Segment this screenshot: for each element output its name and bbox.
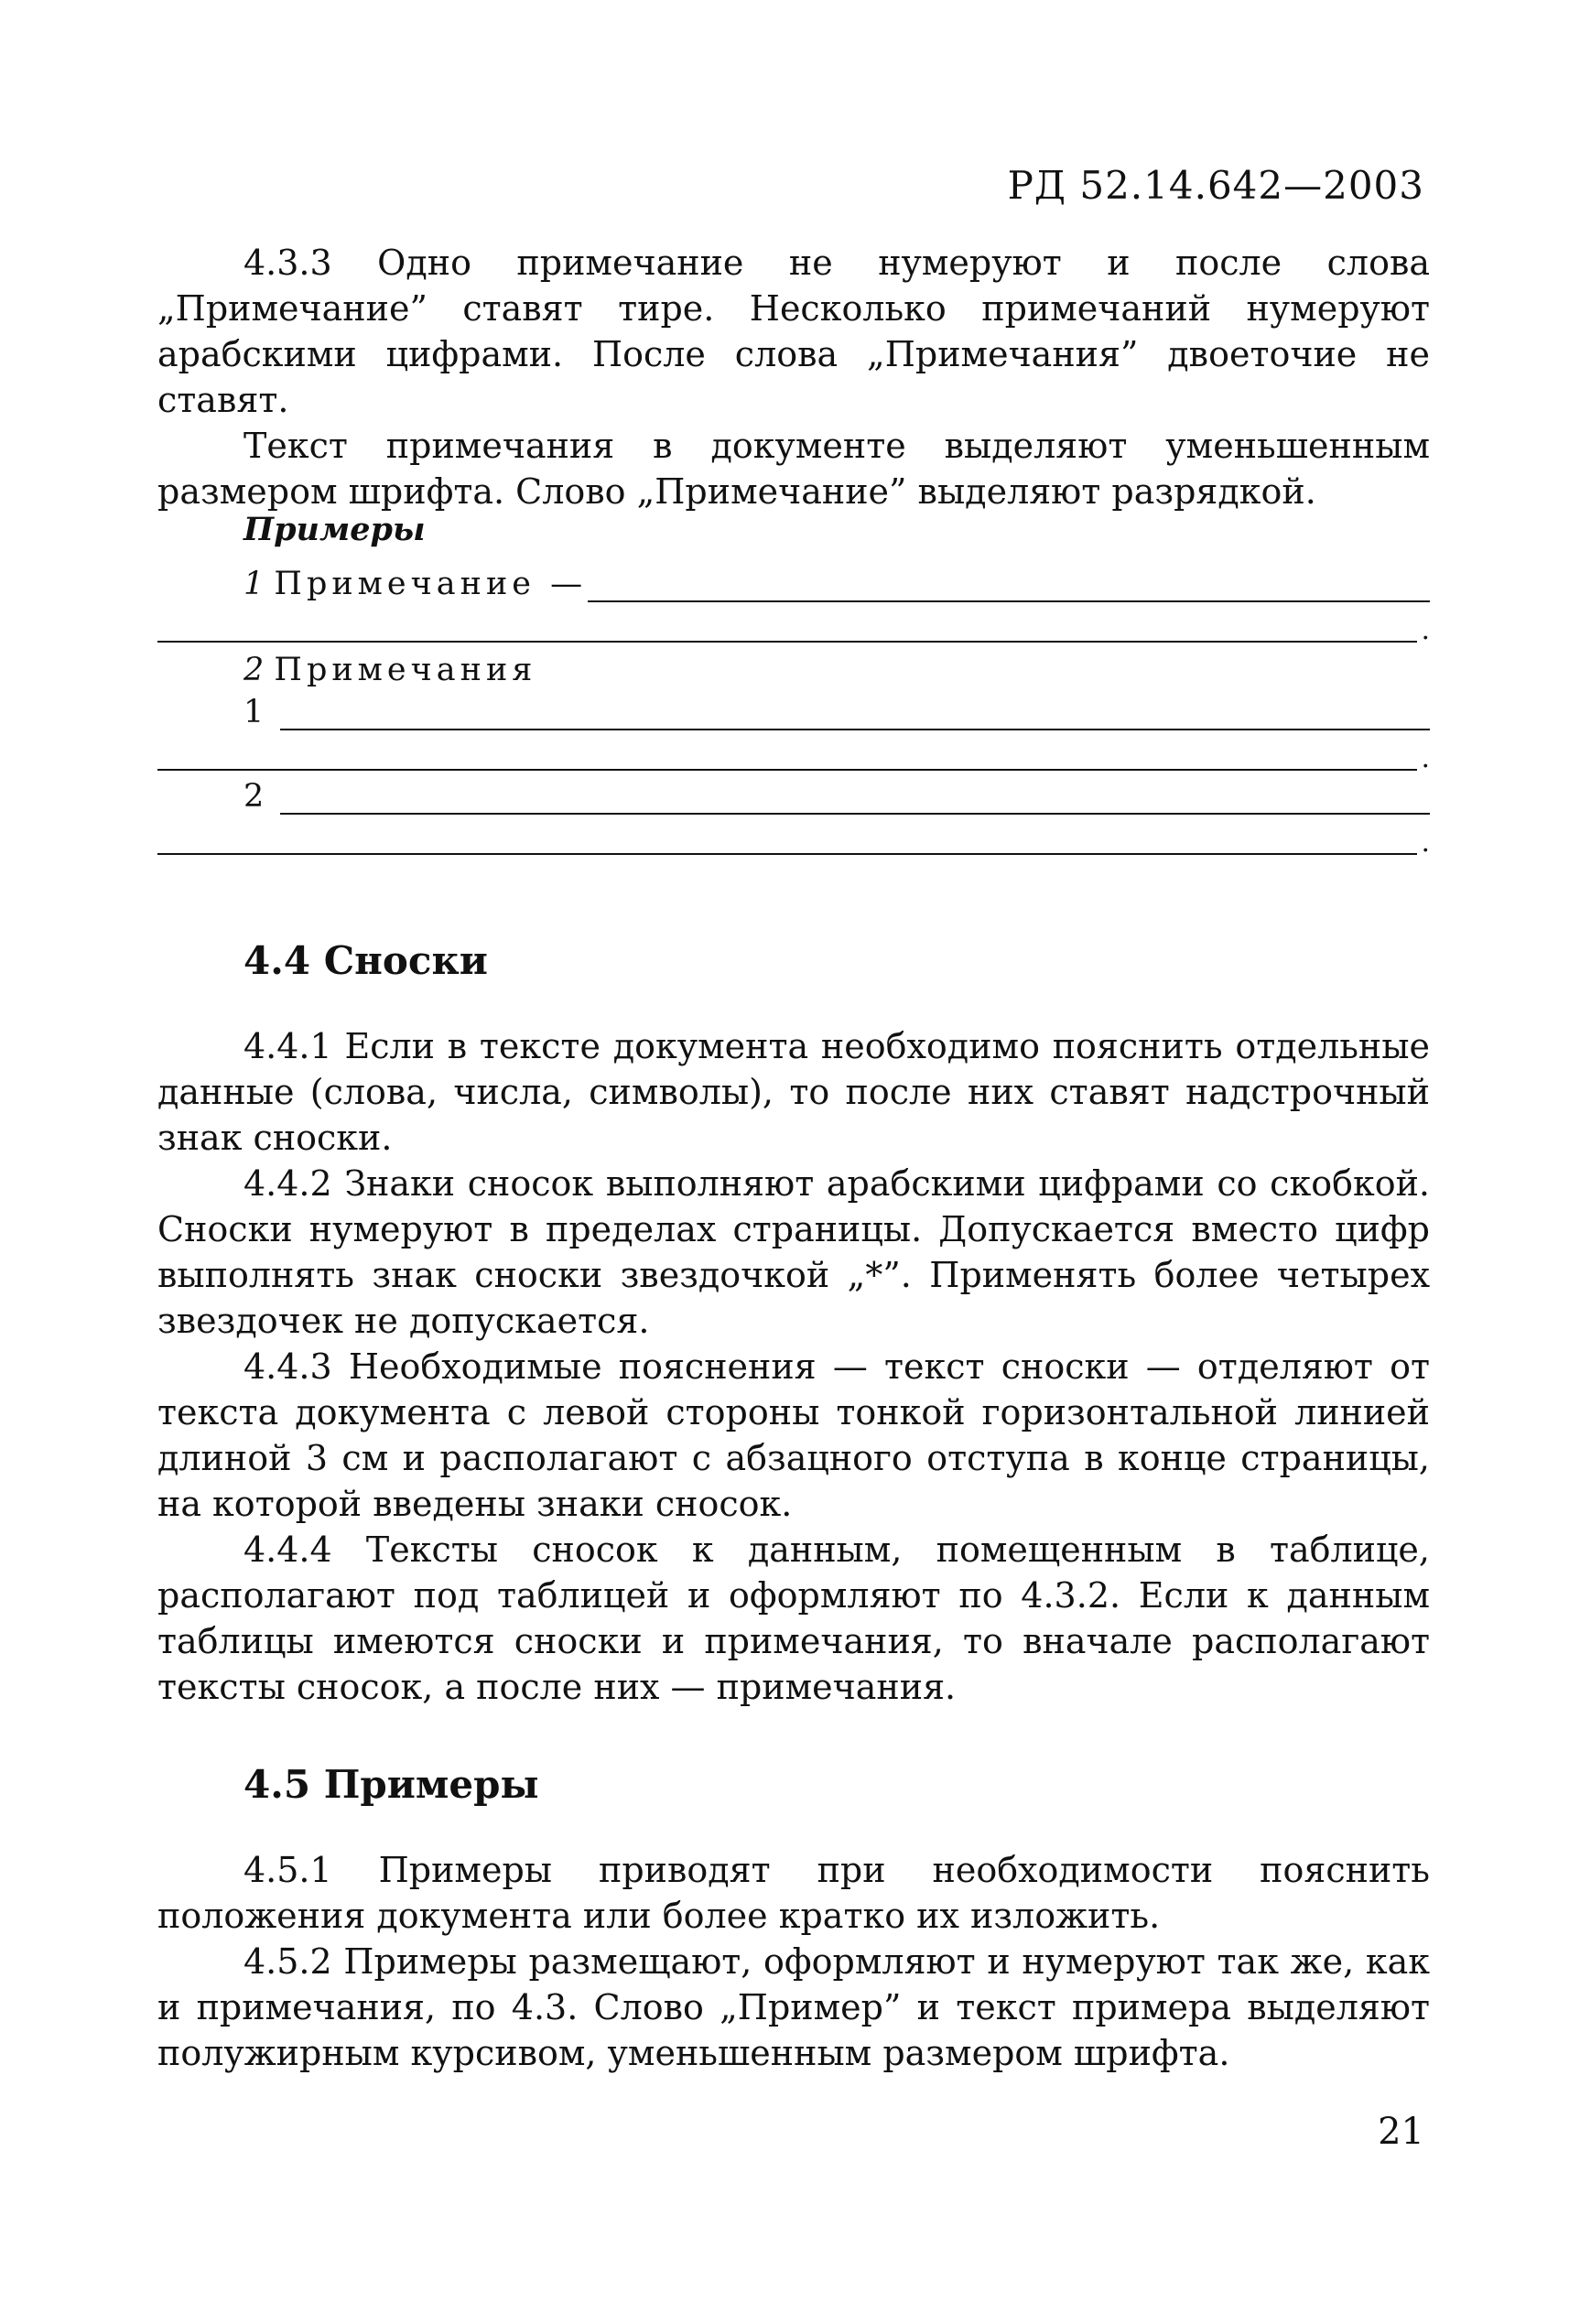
section-4-4-body — [157, 1023, 1430, 1710]
item-2-number: 2 — [243, 778, 265, 815]
paragraph-4-5-2: 4.5.2 Примеры размещают, оформляют и нумеруют так же, как и примечания, по 4.3. Слово „Пример” и текст примера выделяют полужирным курсивом, уменьшенным размером шрифта. — [157, 1941, 1430, 2073]
blank-line — [157, 641, 1417, 643]
example-2-item-1 — [157, 692, 1430, 738]
example-2-label: Примечания — [274, 652, 537, 688]
paragraph-4-5-1: 4.5.1 Примеры приводят при необходимости пояснить положения документа или более кратко их изложить. — [157, 1850, 1430, 1936]
page-number: 21 — [1378, 2111, 1424, 2153]
document-code: РД 52.14.642—2003 — [1007, 163, 1424, 208]
paragraph-note-format: Текст примечания в документе выделяют уменьшенным размером шрифта. Слово „Примечание” выделяют разрядкой. — [157, 426, 1430, 512]
line-end-period: . — [1421, 742, 1430, 774]
example-1-line — [157, 564, 1430, 610]
paragraph-4-4-4: 4.4.4 Тексты сносок к данным, помещенным в таблице, располагают под таблицей и оформляют по 4.3.2. Если к данным таблицы имеются сноски и примечания, то вначале располагают тексты сносок, а после них — примечания. — [157, 1530, 1430, 1707]
paragraph-4-4-3: 4.4.3 Необходимые пояснения — текст сноски — отделяют от текста документа с левой стороны тонкой горизонтальной линией длиной 3 см и располагают с абзацного отступа в конце страницы, на которой введены знаки сносок. — [157, 1346, 1430, 1524]
example-2-item-2-continuation — [157, 816, 1430, 862]
section-4-3-3 — [157, 240, 1430, 514]
line-end-period: . — [1421, 614, 1430, 646]
example-1-label: Примечание — — [274, 566, 588, 602]
paragraph-4-4-2: 4.4.2 Знаки сносок выполняют арабскими цифрами со скобкой. Сноски нумеруют в пределах страницы. Допускается вместо цифр выполнять знак сноски звездочкой „*”. Применять более четырех звездочек не допускается. — [157, 1163, 1430, 1341]
item-1-number: 1 — [243, 694, 265, 730]
blank-line — [588, 600, 1430, 602]
blank-line — [157, 853, 1417, 855]
blank-line — [157, 769, 1417, 771]
example-2-item-2 — [157, 776, 1430, 822]
blank-line — [280, 729, 1430, 730]
section-4-4-heading: 4.4 Сноски — [243, 938, 488, 983]
section-4-5-heading: 4.5 Примеры — [243, 1762, 539, 1807]
paragraph-4-4-1: 4.4.1 Если в тексте документа необходимо пояснить отдельные данные (слова, числа, символы), то после них ставят надстрочный знак сноски. — [157, 1026, 1430, 1158]
example-2-heading — [157, 650, 1430, 696]
blank-line — [280, 813, 1430, 815]
example-2-number: 2 — [243, 652, 265, 688]
examples-title: Примеры — [243, 511, 426, 548]
example-1-continuation — [157, 604, 1430, 650]
line-end-period: . — [1421, 827, 1430, 859]
example-1-number: 1 — [243, 566, 265, 602]
section-4-5-body — [157, 1847, 1430, 2076]
paragraph-4-3-3: 4.3.3 Одно примечание не нумеруют и после слова „Примечание” ставят тире. Несколько примечаний нумеруют арабскими цифрами. После слова „Примечания” двоеточие не ставят. — [157, 243, 1430, 420]
example-2-item-1-continuation — [157, 732, 1430, 778]
